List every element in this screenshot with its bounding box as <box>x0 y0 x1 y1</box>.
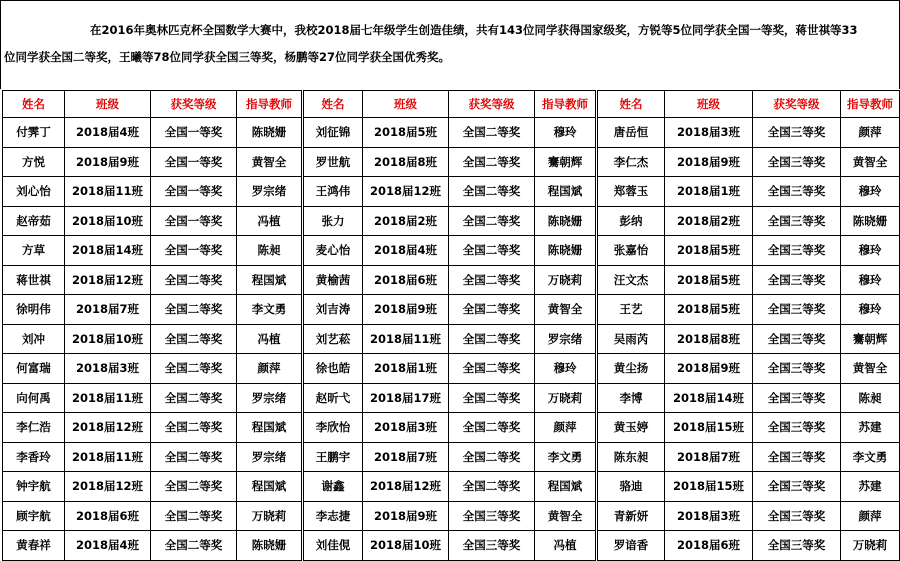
table-cell: 全国三等奖 <box>753 324 841 354</box>
table-cell: 颜萍 <box>237 354 303 384</box>
table-cell: 2018届12班 <box>65 413 151 443</box>
table-cell: 罗谙香 <box>597 531 665 561</box>
column-header: 指导教师 <box>535 91 597 118</box>
table-cell: 2018届12班 <box>363 177 449 207</box>
table-cell: 2018届8班 <box>665 324 753 354</box>
table-row <box>3 295 900 325</box>
table-row <box>3 442 900 472</box>
table-cell: 王鸿伟 <box>303 177 363 207</box>
table-cell: 2018届10班 <box>65 206 151 236</box>
table-cell: 刘艺菘 <box>303 324 363 354</box>
table-cell: 徐明伟 <box>3 295 65 325</box>
table-cell: 钟宇航 <box>3 472 65 502</box>
table-cell: 冯植 <box>237 324 303 354</box>
table-cell: 全国二等奖 <box>449 295 535 325</box>
table-cell: 李文勇 <box>237 295 303 325</box>
table-cell: 全国三等奖 <box>449 531 535 561</box>
table-cell: 全国二等奖 <box>449 118 535 148</box>
table-cell: 2018届12班 <box>65 265 151 295</box>
table-cell: 全国二等奖 <box>449 472 535 502</box>
table-cell: 刘冲 <box>3 324 65 354</box>
table-cell: 全国二等奖 <box>449 265 535 295</box>
table-cell: 2018届12班 <box>363 472 449 502</box>
intro-paragraph <box>4 17 896 71</box>
table-cell: 2018届11班 <box>65 177 151 207</box>
table-cell: 顾宇航 <box>3 501 65 531</box>
table-cell: 全国三等奖 <box>753 236 841 266</box>
table-cell: 刘佳俔 <box>303 531 363 561</box>
table-cell: 2018届11班 <box>65 442 151 472</box>
table-cell: 张嘉怡 <box>597 236 665 266</box>
table-cell: 黄智全 <box>237 147 303 177</box>
table-cell: 2018届4班 <box>65 118 151 148</box>
table-row <box>3 413 900 443</box>
table-cell: 2018届17班 <box>363 383 449 413</box>
table-cell: 全国二等奖 <box>151 265 237 295</box>
table-cell: 2018届11班 <box>65 383 151 413</box>
table-cell: 黄尘扬 <box>597 354 665 384</box>
table-cell: 2018届9班 <box>665 147 753 177</box>
column-header: 姓名 <box>303 91 363 118</box>
table-cell: 李仁杰 <box>597 147 665 177</box>
table-cell: 罗宗绪 <box>237 177 303 207</box>
table-cell: 陈昶 <box>841 383 900 413</box>
table-row <box>3 265 900 295</box>
table-row <box>3 177 900 207</box>
table-cell: 全国三等奖 <box>753 177 841 207</box>
table-row <box>3 383 900 413</box>
table-cell: 2018届2班 <box>665 206 753 236</box>
table-cell: 徐也皓 <box>303 354 363 384</box>
table-cell: 2018届5班 <box>665 295 753 325</box>
table-cell: 苏建 <box>841 472 900 502</box>
table-cell: 全国一等奖 <box>151 206 237 236</box>
award-table <box>2 90 900 561</box>
table-cell: 騫朝辉 <box>841 324 900 354</box>
table-cell: 陈昶 <box>237 236 303 266</box>
table-cell: 李仁浩 <box>3 413 65 443</box>
table-cell: 全国二等奖 <box>151 324 237 354</box>
table-cell: 穆玲 <box>535 354 597 384</box>
table-cell: 陈晓姗 <box>535 236 597 266</box>
table-cell: 李欣怡 <box>303 413 363 443</box>
table-cell: 全国三等奖 <box>753 501 841 531</box>
column-header: 班级 <box>363 91 449 118</box>
table-cell: 黄智全 <box>841 354 900 384</box>
table-cell: 陈晓姗 <box>237 531 303 561</box>
table-cell: 2018届5班 <box>665 265 753 295</box>
table-cell: 全国三等奖 <box>753 118 841 148</box>
table-cell: 程国斌 <box>237 413 303 443</box>
column-header: 指导教师 <box>841 91 900 118</box>
table-cell: 全国二等奖 <box>449 442 535 472</box>
table-cell: 2018届12班 <box>65 472 151 502</box>
table-cell: 万晓莉 <box>535 265 597 295</box>
table-cell: 2018届4班 <box>363 236 449 266</box>
table-cell: 2018届6班 <box>665 531 753 561</box>
table-cell: 全国二等奖 <box>151 383 237 413</box>
table-cell: 全国二等奖 <box>449 236 535 266</box>
header-row <box>3 91 900 118</box>
column-header: 获奖等级 <box>151 91 237 118</box>
table-cell: 全国三等奖 <box>753 354 841 384</box>
table-cell: 全国一等奖 <box>151 147 237 177</box>
table-row <box>3 354 900 384</box>
table-cell: 全国二等奖 <box>449 413 535 443</box>
table-row <box>3 206 900 236</box>
table-cell: 黄玉婷 <box>597 413 665 443</box>
table-cell: 谢鑫 <box>303 472 363 502</box>
table-cell: 全国一等奖 <box>151 118 237 148</box>
column-header: 班级 <box>665 91 753 118</box>
table-cell: 2018届5班 <box>665 236 753 266</box>
table-cell: 騫朝辉 <box>535 147 597 177</box>
table-cell: 罗世航 <box>303 147 363 177</box>
table-cell: 刘征锦 <box>303 118 363 148</box>
table-cell: 全国三等奖 <box>753 531 841 561</box>
table-cell: 冯植 <box>535 531 597 561</box>
table-cell: 黄智全 <box>535 295 597 325</box>
table-cell: 穆玲 <box>841 236 900 266</box>
table-cell: 全国二等奖 <box>151 413 237 443</box>
table-cell: 罗宗绪 <box>237 442 303 472</box>
table-cell: 汪文杰 <box>597 265 665 295</box>
table-cell: 程国斌 <box>535 177 597 207</box>
table-cell: 全国二等奖 <box>151 472 237 502</box>
table-row <box>3 531 900 561</box>
table-cell: 李文勇 <box>535 442 597 472</box>
table-cell: 2018届8班 <box>363 147 449 177</box>
table-cell: 黄智全 <box>841 147 900 177</box>
table-cell: 2018届15班 <box>665 413 753 443</box>
table-cell: 李博 <box>597 383 665 413</box>
table-cell: 颜萍 <box>535 413 597 443</box>
column-header: 获奖等级 <box>753 91 841 118</box>
table-cell: 罗宗绪 <box>535 324 597 354</box>
table-cell: 方悦 <box>3 147 65 177</box>
table-cell: 蒋世祺 <box>3 265 65 295</box>
table-cell: 颜萍 <box>841 118 900 148</box>
table-cell: 彭纳 <box>597 206 665 236</box>
column-header: 指导教师 <box>237 91 303 118</box>
table-row <box>3 472 900 502</box>
table-cell: 2018届1班 <box>665 177 753 207</box>
table-cell: 陈晓姗 <box>237 118 303 148</box>
table-cell: 2018届3班 <box>665 118 753 148</box>
table-cell: 2018届9班 <box>363 501 449 531</box>
table-cell: 付霁丁 <box>3 118 65 148</box>
table-cell: 全国二等奖 <box>151 501 237 531</box>
table-cell: 2018届14班 <box>665 383 753 413</box>
table-row <box>3 147 900 177</box>
table-cell: 万晓莉 <box>535 383 597 413</box>
table-cell: 王鹏宇 <box>303 442 363 472</box>
intro-line-2: 位同学获全国二等奖，王曦等78位同学获全国三等奖，杨鹏等27位同学获全国优秀奖。 <box>4 50 451 64</box>
table-cell: 程国斌 <box>237 265 303 295</box>
table-cell: 2018届2班 <box>363 206 449 236</box>
table-cell: 万晓莉 <box>841 531 900 561</box>
table-cell: 李志捷 <box>303 501 363 531</box>
table-cell: 全国二等奖 <box>449 206 535 236</box>
table-row <box>3 501 900 531</box>
table-cell: 赵昕弋 <box>303 383 363 413</box>
table-cell: 全国三等奖 <box>753 206 841 236</box>
table-cell: 陈晓姗 <box>535 206 597 236</box>
table-cell: 程国斌 <box>237 472 303 502</box>
table-cell: 全国三等奖 <box>753 472 841 502</box>
table-cell: 全国三等奖 <box>449 501 535 531</box>
table-cell: 程国斌 <box>535 472 597 502</box>
table-cell: 全国二等奖 <box>151 295 237 325</box>
table-cell: 全国二等奖 <box>449 383 535 413</box>
table-cell: 全国二等奖 <box>449 354 535 384</box>
table-row <box>3 118 900 148</box>
table-cell: 黄榆茜 <box>303 265 363 295</box>
table-cell: 冯植 <box>237 206 303 236</box>
table-cell: 2018届1班 <box>363 354 449 384</box>
table-cell: 李文勇 <box>841 442 900 472</box>
table-cell: 全国三等奖 <box>753 413 841 443</box>
table-cell: 方草 <box>3 236 65 266</box>
table-cell: 2018届10班 <box>363 531 449 561</box>
table-cell: 郑蓉玉 <box>597 177 665 207</box>
table-cell: 吴雨芮 <box>597 324 665 354</box>
table-cell: 全国二等奖 <box>449 177 535 207</box>
table-cell: 2018届9班 <box>65 147 151 177</box>
table-cell: 何富瑞 <box>3 354 65 384</box>
table-cell: 全国二等奖 <box>449 324 535 354</box>
table-cell: 全国二等奖 <box>151 531 237 561</box>
table-cell: 穆玲 <box>841 295 900 325</box>
table-cell: 颜萍 <box>841 501 900 531</box>
table-cell: 2018届11班 <box>363 324 449 354</box>
table-cell: 2018届6班 <box>65 501 151 531</box>
table-cell: 全国三等奖 <box>753 383 841 413</box>
table-cell: 2018届3班 <box>65 354 151 384</box>
table-cell: 王艺 <box>597 295 665 325</box>
table-cell: 2018届9班 <box>665 354 753 384</box>
table-cell: 2018届4班 <box>65 531 151 561</box>
table-row <box>3 324 900 354</box>
table-cell: 全国一等奖 <box>151 236 237 266</box>
table-cell: 赵帝茹 <box>3 206 65 236</box>
table-cell: 全国三等奖 <box>753 295 841 325</box>
table-cell: 张力 <box>303 206 363 236</box>
table-cell: 青新妍 <box>597 501 665 531</box>
table-cell: 2018届5班 <box>363 118 449 148</box>
table-cell: 向何禹 <box>3 383 65 413</box>
table-cell: 刘心怡 <box>3 177 65 207</box>
table-cell: 2018届14班 <box>65 236 151 266</box>
table-cell: 全国三等奖 <box>753 265 841 295</box>
column-header: 姓名 <box>3 91 65 118</box>
table-cell: 万晓莉 <box>237 501 303 531</box>
table-cell: 2018届7班 <box>363 442 449 472</box>
table-cell: 2018届3班 <box>665 501 753 531</box>
table-cell: 穆玲 <box>841 265 900 295</box>
table-cell: 2018届10班 <box>65 324 151 354</box>
table-cell: 黄春祥 <box>3 531 65 561</box>
table-cell: 2018届9班 <box>363 295 449 325</box>
table-cell: 全国三等奖 <box>753 442 841 472</box>
table-cell: 罗宗绪 <box>237 383 303 413</box>
table-cell: 苏建 <box>841 413 900 443</box>
table-cell: 刘吉涛 <box>303 295 363 325</box>
table-cell: 唐岳恒 <box>597 118 665 148</box>
table-cell: 穆玲 <box>535 118 597 148</box>
table-cell: 全国一等奖 <box>151 177 237 207</box>
table-cell: 骆迪 <box>597 472 665 502</box>
intro-line-1: 在2016年奥林匹克杯全国数学大赛中，我校2018届七年级学生创造佳绩，共有143位同学获得国家级奖，方锐等5位同学获全国一等奖，蒋世祺等33 <box>90 23 858 37</box>
table-cell: 2018届3班 <box>363 413 449 443</box>
table-cell: 2018届6班 <box>363 265 449 295</box>
column-header: 姓名 <box>597 91 665 118</box>
table-row <box>3 236 900 266</box>
table-cell: 全国二等奖 <box>151 442 237 472</box>
table-cell: 全国二等奖 <box>449 147 535 177</box>
column-header: 班级 <box>65 91 151 118</box>
table-cell: 麦心怡 <box>303 236 363 266</box>
table-cell: 2018届7班 <box>65 295 151 325</box>
table-cell: 2018届7班 <box>665 442 753 472</box>
table-cell: 穆玲 <box>841 177 900 207</box>
table-cell: 全国三等奖 <box>753 147 841 177</box>
column-header: 获奖等级 <box>449 91 535 118</box>
table-cell: 全国二等奖 <box>151 354 237 384</box>
table-body <box>3 118 900 561</box>
table-cell: 陈晓姗 <box>841 206 900 236</box>
table-cell: 黄智全 <box>535 501 597 531</box>
table-cell: 2018届15班 <box>665 472 753 502</box>
table-cell: 陈东昶 <box>597 442 665 472</box>
table-cell: 李香玲 <box>3 442 65 472</box>
